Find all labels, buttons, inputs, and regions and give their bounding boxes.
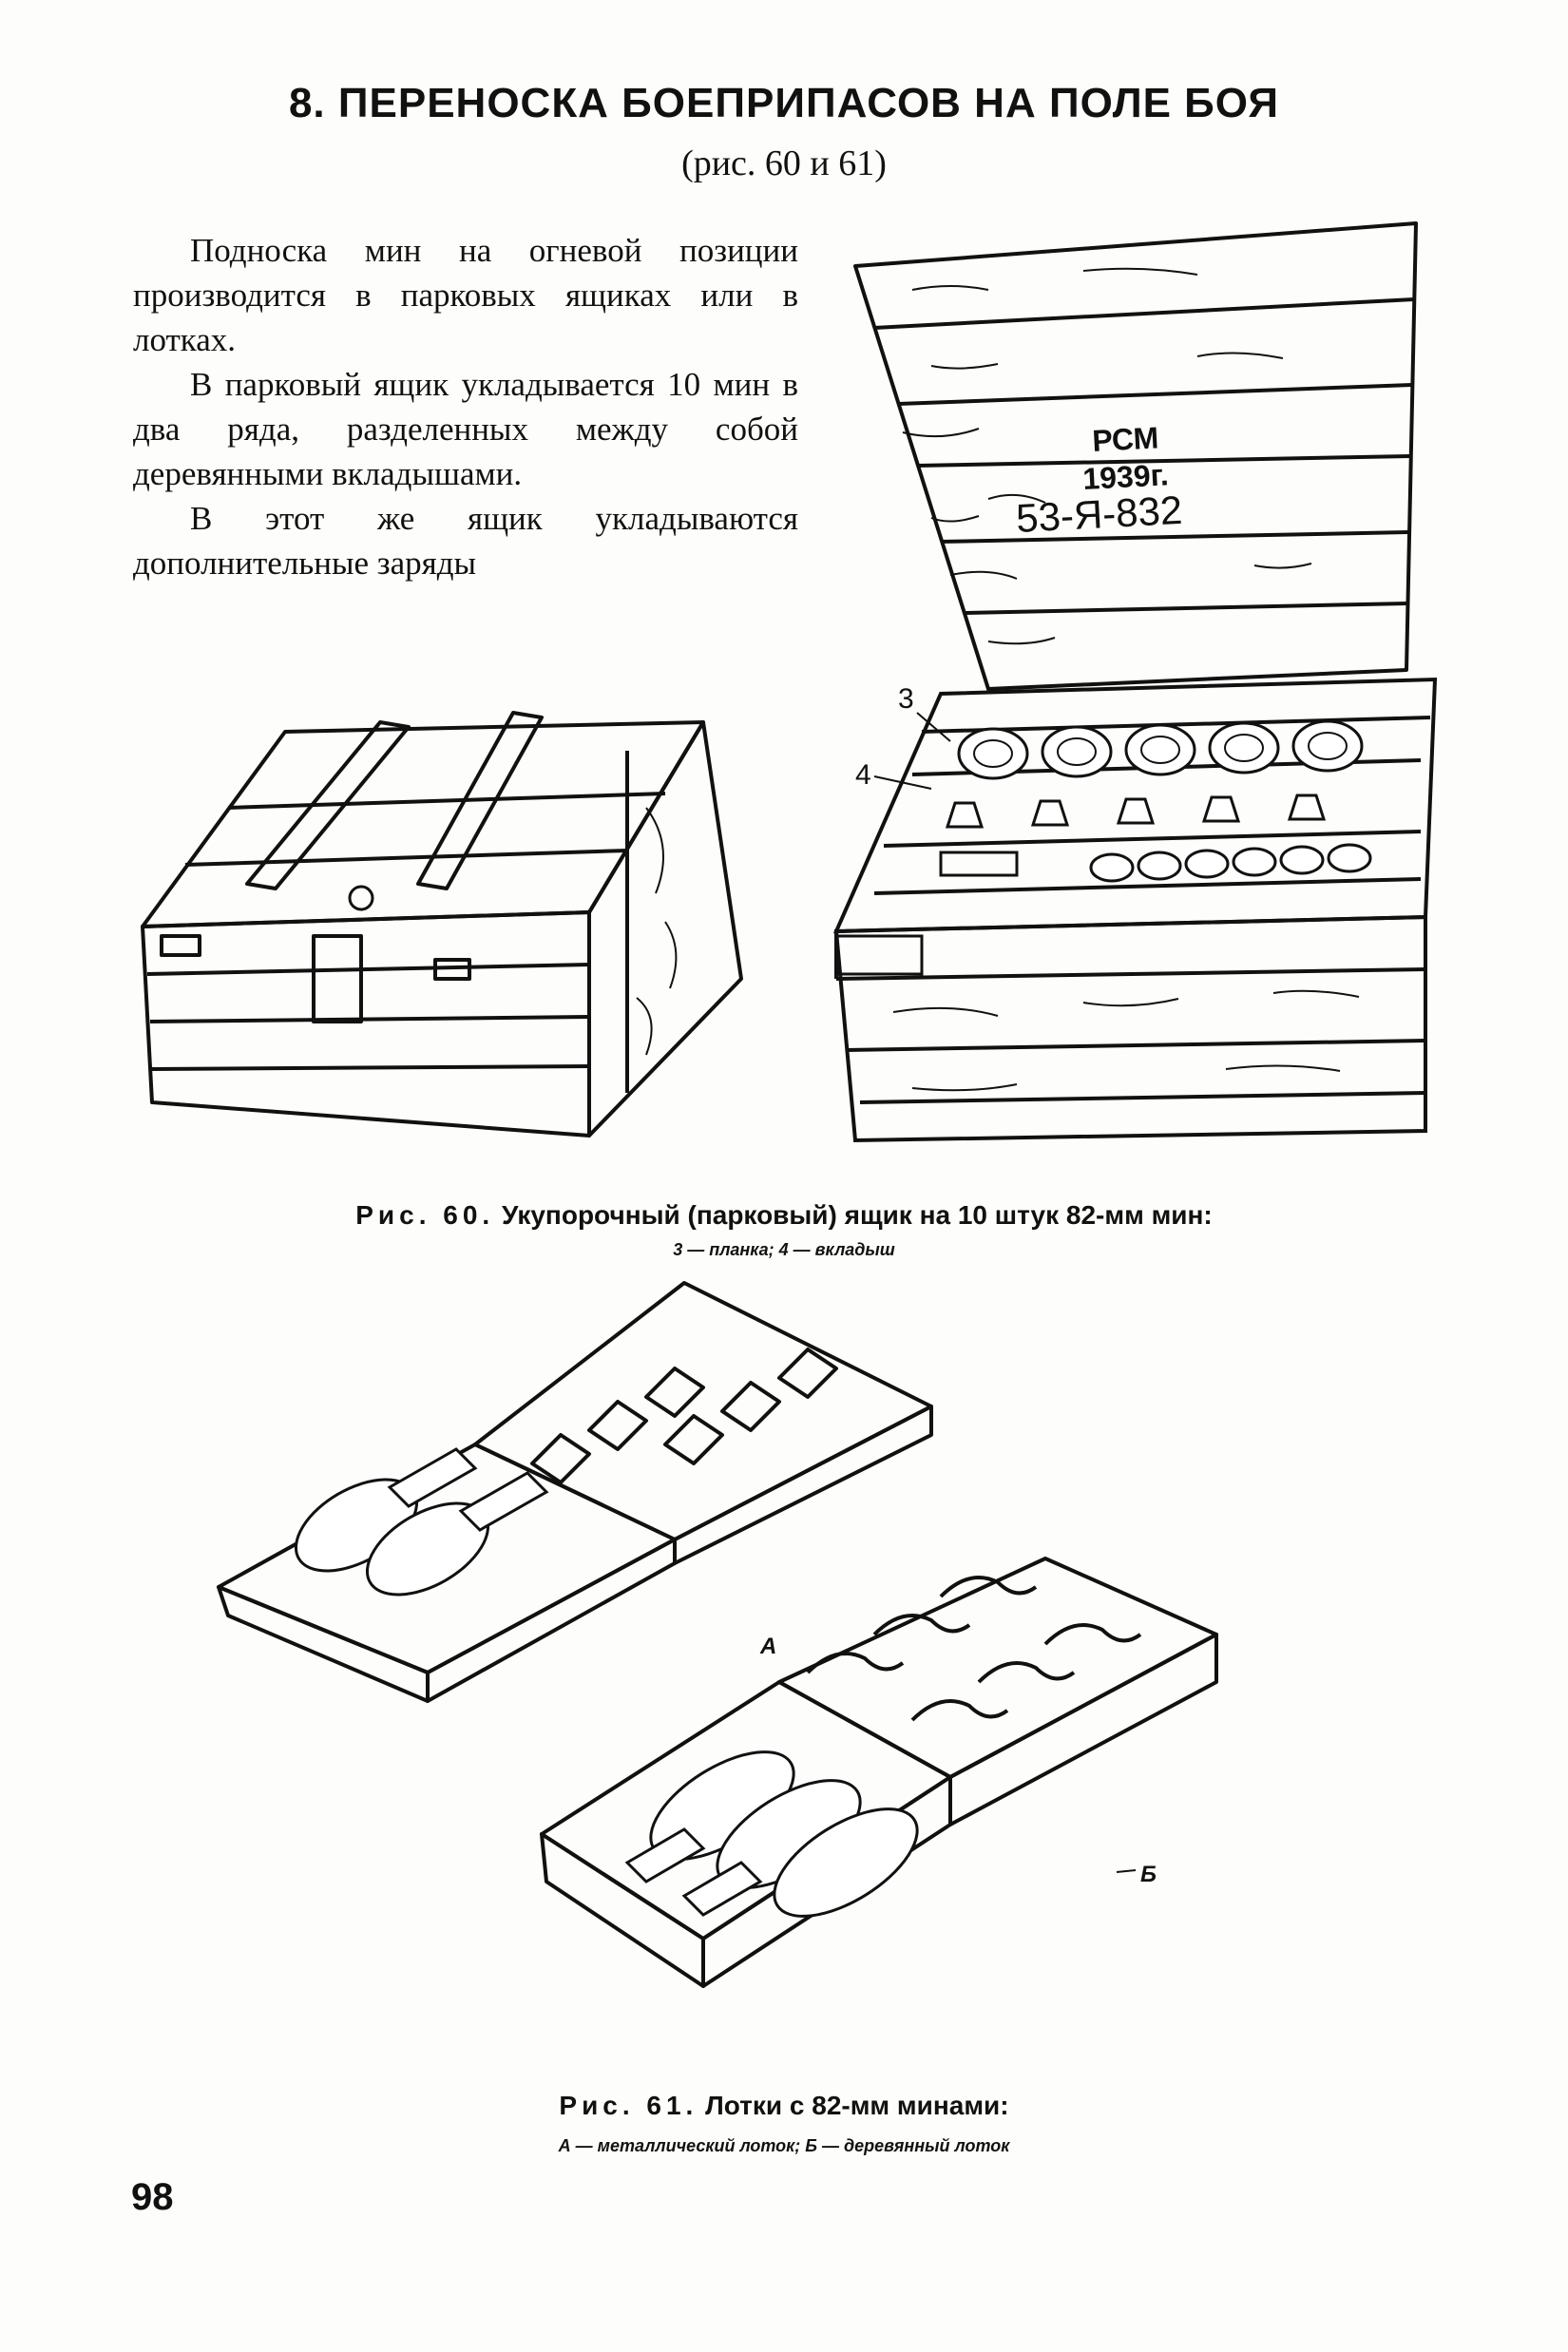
- callout-label: А: [760, 1634, 777, 1659]
- lid-marking-line: РСМ: [1091, 420, 1160, 458]
- figure-legend: А — металлический лоток; Б — деревянный лоток: [558, 2136, 1010, 2155]
- figure-caption: [0, 1200, 1568, 1231]
- figure-caption-text: Лотки с 82-мм минами:: [705, 2091, 1009, 2120]
- figure-label: Рис. 61.: [559, 2091, 698, 2120]
- section-subtitle: (рис. 60 и 61): [681, 143, 887, 183]
- mine-trays-illustration: [190, 1273, 1406, 2091]
- figure-label: Рис. 60.: [355, 1200, 495, 1230]
- section-title: 8. ПЕРЕНОСКА БОЕПРИПАСОВ НА ПОЛЕ БОЯ: [288, 80, 1280, 126]
- callout-label: 4: [855, 759, 871, 791]
- callout-label: 3: [898, 683, 914, 715]
- paragraph: В этот же ящик укладываются дополнительные заряды: [133, 500, 798, 582]
- paragraph: В парковый ящик укладывается 10 мин в два ряда, разделенных между собой деревянными вкладышами.: [133, 366, 798, 492]
- callout-label: Б: [1140, 1862, 1157, 1887]
- paragraph: Подноска мин на огневой позиции производится в парковых ящиках или в лотках.: [133, 232, 798, 358]
- figure-legend: 3 — планка; 4 — вкладыш: [673, 1240, 895, 1259]
- closed-ammo-box-illustration: [133, 694, 760, 1150]
- page-number: 98: [131, 2176, 174, 2218]
- open-ammo-box-illustration: [798, 214, 1444, 1155]
- body-text: [133, 228, 798, 585]
- figure-caption: [0, 2091, 1568, 2121]
- lid-marking-line: 1939г.: [1081, 457, 1170, 496]
- figure-caption-text: Укупорочный (парковый) ящик на 10 штук 82-мм мин:: [501, 1200, 1213, 1230]
- lid-marking-line: 53-Я-832: [1015, 487, 1184, 541]
